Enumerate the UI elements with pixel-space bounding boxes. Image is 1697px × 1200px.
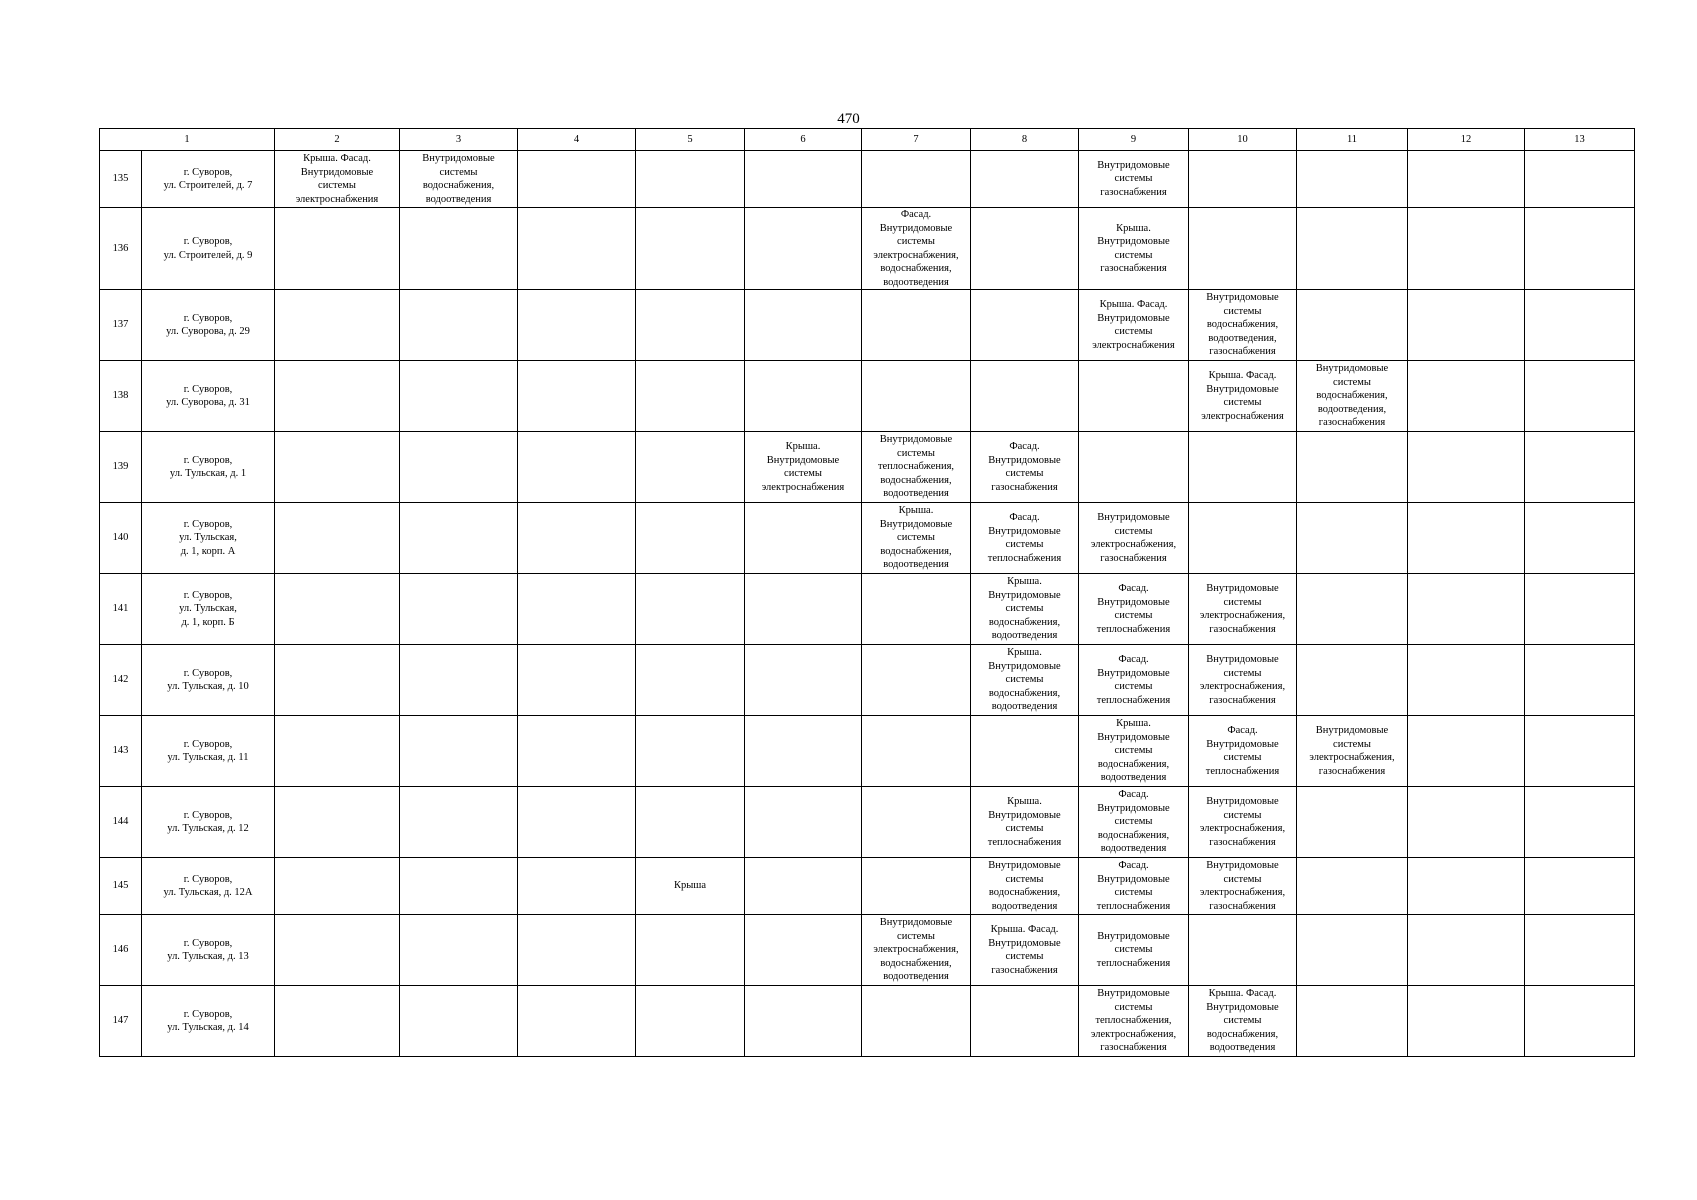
work-cell-col-7	[862, 574, 971, 645]
work-cell-col-3	[400, 787, 518, 858]
work-cell-col-2	[275, 290, 400, 361]
work-cell-col-4	[518, 151, 636, 208]
work-cell-col-5	[636, 208, 745, 290]
row-number: 138	[100, 361, 142, 432]
table-row	[100, 574, 1635, 645]
work-cell-col-12	[1408, 432, 1525, 503]
work-cell-col-10: Крыша. Фасад. Внутридомовые системы водоснабжения, водоотведения	[1189, 986, 1297, 1057]
work-cell-col-9: Крыша. Фасад. Внутридомовые системы электроснабжения	[1079, 290, 1189, 361]
work-cell-col-7: Крыша. Внутридомовые системы водоснабжения, водоотведения	[862, 503, 971, 574]
work-cell-col-3	[400, 208, 518, 290]
work-cell-col-9: Фасад. Внутридомовые системы теплоснабжения	[1079, 858, 1189, 915]
work-cell-col-11	[1297, 574, 1408, 645]
row-number: 137	[100, 290, 142, 361]
address-cell: г. Суворов, ул. Тульская, д. 1, корп. А	[142, 503, 275, 574]
address-cell: г. Суворов, ул. Тульская, д. 10	[142, 645, 275, 716]
work-cell-col-3	[400, 716, 518, 787]
work-cell-col-7	[862, 151, 971, 208]
address-cell: г. Суворов, ул. Суворова, д. 29	[142, 290, 275, 361]
work-cell-col-11: Внутридомовые системы электроснабжения, газоснабжения	[1297, 716, 1408, 787]
work-cell-col-9: Крыша. Внутридомовые системы водоснабжения, водоотведения	[1079, 716, 1189, 787]
work-cell-col-5	[636, 787, 745, 858]
work-cell-col-12	[1408, 645, 1525, 716]
work-cell-col-10: Внутридомовые системы электроснабжения, газоснабжения	[1189, 787, 1297, 858]
work-cell-col-5	[636, 716, 745, 787]
work-cell-col-9: Внутридомовые системы газоснабжения	[1079, 151, 1189, 208]
work-cell-col-3	[400, 290, 518, 361]
work-cell-col-12	[1408, 574, 1525, 645]
row-number: 136	[100, 208, 142, 290]
work-cell-col-5	[636, 574, 745, 645]
work-cell-col-8	[971, 290, 1079, 361]
work-cell-col-11	[1297, 915, 1408, 986]
row-number: 139	[100, 432, 142, 503]
work-cell-col-4	[518, 432, 636, 503]
row-number: 142	[100, 645, 142, 716]
work-cell-col-9: Фасад. Внутридомовые системы теплоснабжения	[1079, 574, 1189, 645]
work-cell-col-4	[518, 915, 636, 986]
page-number: 470	[837, 111, 860, 127]
row-number: 147	[100, 986, 142, 1057]
column-header-1: 1	[100, 129, 275, 151]
work-cell-col-6	[745, 716, 862, 787]
work-cell-col-4	[518, 208, 636, 290]
address-cell: г. Суворов, ул. Тульская, д. 1	[142, 432, 275, 503]
work-cell-col-3	[400, 645, 518, 716]
work-cell-col-6	[745, 290, 862, 361]
table-row	[100, 290, 1635, 361]
repair-schedule-table	[99, 128, 1635, 1057]
work-cell-col-10	[1189, 151, 1297, 208]
work-cell-col-7	[862, 645, 971, 716]
work-cell-col-13	[1525, 858, 1635, 915]
work-cell-col-5	[636, 986, 745, 1057]
work-cell-col-5	[636, 432, 745, 503]
work-cell-col-13	[1525, 503, 1635, 574]
work-cell-col-9: Внутридомовые системы теплоснабжения, электроснабжения, газоснабжения	[1079, 986, 1189, 1057]
row-number: 144	[100, 787, 142, 858]
header-row	[100, 129, 1635, 151]
work-cell-col-3	[400, 915, 518, 986]
work-cell-col-2	[275, 858, 400, 915]
work-cell-col-8: Крыша. Фасад. Внутридомовые системы газоснабжения	[971, 915, 1079, 986]
work-cell-col-11	[1297, 986, 1408, 1057]
work-cell-col-12	[1408, 208, 1525, 290]
table-row	[100, 716, 1635, 787]
work-cell-col-3	[400, 361, 518, 432]
work-cell-col-13	[1525, 574, 1635, 645]
work-cell-col-6	[745, 151, 862, 208]
work-cell-col-7	[862, 361, 971, 432]
work-cell-col-7: Внутридомовые системы теплоснабжения, водоснабжения, водоотведения	[862, 432, 971, 503]
work-cell-col-11	[1297, 858, 1408, 915]
work-cell-col-2: Крыша. Фасад. Внутридомовые системы электроснабжения	[275, 151, 400, 208]
work-cell-col-10: Внутридомовые системы электроснабжения, газоснабжения	[1189, 858, 1297, 915]
work-cell-col-9	[1079, 432, 1189, 503]
table-row	[100, 208, 1635, 290]
work-cell-col-10	[1189, 915, 1297, 986]
work-cell-col-10	[1189, 503, 1297, 574]
work-cell-col-2	[275, 645, 400, 716]
table-row	[100, 858, 1635, 915]
work-cell-col-6	[745, 787, 862, 858]
work-cell-col-6	[745, 645, 862, 716]
work-cell-col-8: Фасад. Внутридомовые системы газоснабжения	[971, 432, 1079, 503]
work-cell-col-13	[1525, 915, 1635, 986]
table-row	[100, 915, 1635, 986]
work-cell-col-6	[745, 915, 862, 986]
work-cell-col-7	[862, 986, 971, 1057]
work-cell-col-7: Фасад. Внутридомовые системы электроснабжения, водоснабжения, водоотведения	[862, 208, 971, 290]
row-number: 141	[100, 574, 142, 645]
column-header-8: 8	[971, 129, 1079, 151]
table-row	[100, 645, 1635, 716]
work-cell-col-6	[745, 858, 862, 915]
work-cell-col-7: Внутридомовые системы электроснабжения, водоснабжения, водоотведения	[862, 915, 971, 986]
work-cell-col-8	[971, 361, 1079, 432]
work-cell-col-4	[518, 986, 636, 1057]
work-cell-col-3	[400, 503, 518, 574]
work-cell-col-6: Крыша. Внутридомовые системы электроснабжения	[745, 432, 862, 503]
work-cell-col-6	[745, 361, 862, 432]
work-cell-col-2	[275, 361, 400, 432]
work-cell-col-11	[1297, 645, 1408, 716]
work-cell-col-9	[1079, 361, 1189, 432]
address-cell: г. Суворов, ул. Тульская, д. 13	[142, 915, 275, 986]
address-cell: г. Суворов, ул. Тульская, д. 12А	[142, 858, 275, 915]
work-cell-col-11	[1297, 290, 1408, 361]
work-cell-col-5	[636, 361, 745, 432]
work-cell-col-5	[636, 151, 745, 208]
work-cell-col-13	[1525, 787, 1635, 858]
work-cell-col-5	[636, 503, 745, 574]
work-cell-col-6	[745, 503, 862, 574]
work-cell-col-13	[1525, 432, 1635, 503]
work-cell-col-11	[1297, 151, 1408, 208]
work-cell-col-10: Крыша. Фасад. Внутридомовые системы электроснабжения	[1189, 361, 1297, 432]
work-cell-col-11	[1297, 432, 1408, 503]
column-header-13: 13	[1525, 129, 1635, 151]
column-header-2: 2	[275, 129, 400, 151]
work-cell-col-8: Крыша. Внутридомовые системы водоснабжения, водоотведения	[971, 574, 1079, 645]
work-cell-col-12	[1408, 986, 1525, 1057]
work-cell-col-4	[518, 858, 636, 915]
work-cell-col-10: Внутридомовые системы электроснабжения, газоснабжения	[1189, 645, 1297, 716]
table-row	[100, 986, 1635, 1057]
work-cell-col-4	[518, 290, 636, 361]
work-cell-col-11	[1297, 208, 1408, 290]
work-cell-col-5	[636, 645, 745, 716]
row-number: 145	[100, 858, 142, 915]
work-cell-col-4	[518, 361, 636, 432]
column-header-6: 6	[745, 129, 862, 151]
work-cell-col-9: Крыша. Внутридомовые системы газоснабжения	[1079, 208, 1189, 290]
work-cell-col-7	[862, 787, 971, 858]
work-cell-col-2	[275, 787, 400, 858]
work-cell-col-4	[518, 503, 636, 574]
work-cell-col-12	[1408, 858, 1525, 915]
work-cell-col-9: Фасад. Внутридомовые системы теплоснабжения	[1079, 645, 1189, 716]
address-cell: г. Суворов, ул. Строителей, д. 7	[142, 151, 275, 208]
work-cell-col-4	[518, 716, 636, 787]
address-cell: г. Суворов, ул. Суворова, д. 31	[142, 361, 275, 432]
work-cell-col-3	[400, 858, 518, 915]
work-cell-col-10: Внутридомовые системы водоснабжения, водоотведения, газоснабжения	[1189, 290, 1297, 361]
work-cell-col-4	[518, 645, 636, 716]
work-cell-col-12	[1408, 151, 1525, 208]
work-cell-col-10: Фасад. Внутридомовые системы теплоснабжения	[1189, 716, 1297, 787]
column-header-3: 3	[400, 129, 518, 151]
work-cell-col-13	[1525, 151, 1635, 208]
row-number: 140	[100, 503, 142, 574]
work-cell-col-7	[862, 290, 971, 361]
work-cell-col-2	[275, 716, 400, 787]
work-cell-col-2	[275, 986, 400, 1057]
work-cell-col-11	[1297, 787, 1408, 858]
work-cell-col-8: Крыша. Внутридомовые системы теплоснабжения	[971, 787, 1079, 858]
work-cell-col-2	[275, 574, 400, 645]
work-cell-col-9: Внутридомовые системы теплоснабжения	[1079, 915, 1189, 986]
work-cell-col-6	[745, 986, 862, 1057]
address-cell: г. Суворов, ул. Тульская, д. 1, корп. Б	[142, 574, 275, 645]
table-row	[100, 361, 1635, 432]
work-cell-col-12	[1408, 361, 1525, 432]
work-cell-col-11	[1297, 503, 1408, 574]
column-header-11: 11	[1297, 129, 1408, 151]
work-cell-col-12	[1408, 290, 1525, 361]
row-number: 135	[100, 151, 142, 208]
work-cell-col-8	[971, 716, 1079, 787]
work-cell-col-13	[1525, 361, 1635, 432]
work-cell-col-12	[1408, 787, 1525, 858]
work-cell-col-5	[636, 290, 745, 361]
column-header-10: 10	[1189, 129, 1297, 151]
work-cell-col-6	[745, 208, 862, 290]
work-cell-col-8	[971, 986, 1079, 1057]
work-cell-col-5: Крыша	[636, 858, 745, 915]
work-cell-col-10: Внутридомовые системы электроснабжения, газоснабжения	[1189, 574, 1297, 645]
work-cell-col-3	[400, 432, 518, 503]
column-header-9: 9	[1079, 129, 1189, 151]
column-header-4: 4	[518, 129, 636, 151]
address-cell: г. Суворов, ул. Строителей, д. 9	[142, 208, 275, 290]
work-cell-col-8: Крыша. Внутридомовые системы водоснабжения, водоотведения	[971, 645, 1079, 716]
address-cell: г. Суворов, ул. Тульская, д. 11	[142, 716, 275, 787]
work-cell-col-4	[518, 787, 636, 858]
work-cell-col-11: Внутридомовые системы водоснабжения, водоотведения, газоснабжения	[1297, 361, 1408, 432]
work-cell-col-13	[1525, 208, 1635, 290]
work-cell-col-8: Фасад. Внутридомовые системы теплоснабжения	[971, 503, 1079, 574]
work-cell-col-3: Внутридомовые системы водоснабжения, водоотведения	[400, 151, 518, 208]
work-cell-col-12	[1408, 503, 1525, 574]
work-cell-col-3	[400, 986, 518, 1057]
work-cell-col-8	[971, 208, 1079, 290]
work-cell-col-10	[1189, 208, 1297, 290]
column-header-5: 5	[636, 129, 745, 151]
work-cell-col-9: Внутридомовые системы электроснабжения, газоснабжения	[1079, 503, 1189, 574]
work-cell-col-12	[1408, 915, 1525, 986]
work-cell-col-2	[275, 915, 400, 986]
address-cell: г. Суворов, ул. Тульская, д. 12	[142, 787, 275, 858]
table-row	[100, 787, 1635, 858]
row-number: 143	[100, 716, 142, 787]
work-cell-col-13	[1525, 290, 1635, 361]
work-cell-col-8: Внутридомовые системы водоснабжения, водоотведения	[971, 858, 1079, 915]
work-cell-col-9: Фасад. Внутридомовые системы водоснабжения, водоотведения	[1079, 787, 1189, 858]
table-row	[100, 503, 1635, 574]
work-cell-col-8	[971, 151, 1079, 208]
work-cell-col-2	[275, 432, 400, 503]
work-cell-col-10	[1189, 432, 1297, 503]
column-header-12: 12	[1408, 129, 1525, 151]
work-cell-col-13	[1525, 986, 1635, 1057]
work-cell-col-13	[1525, 716, 1635, 787]
work-cell-col-7	[862, 858, 971, 915]
address-cell: г. Суворов, ул. Тульская, д. 14	[142, 986, 275, 1057]
work-cell-col-13	[1525, 645, 1635, 716]
work-cell-col-2	[275, 503, 400, 574]
work-cell-col-4	[518, 574, 636, 645]
work-cell-col-2	[275, 208, 400, 290]
work-cell-col-12	[1408, 716, 1525, 787]
column-header-7: 7	[862, 129, 971, 151]
table-row	[100, 151, 1635, 208]
work-cell-col-5	[636, 915, 745, 986]
work-cell-col-3	[400, 574, 518, 645]
work-cell-col-7	[862, 716, 971, 787]
row-number: 146	[100, 915, 142, 986]
table-row	[100, 432, 1635, 503]
work-cell-col-6	[745, 574, 862, 645]
